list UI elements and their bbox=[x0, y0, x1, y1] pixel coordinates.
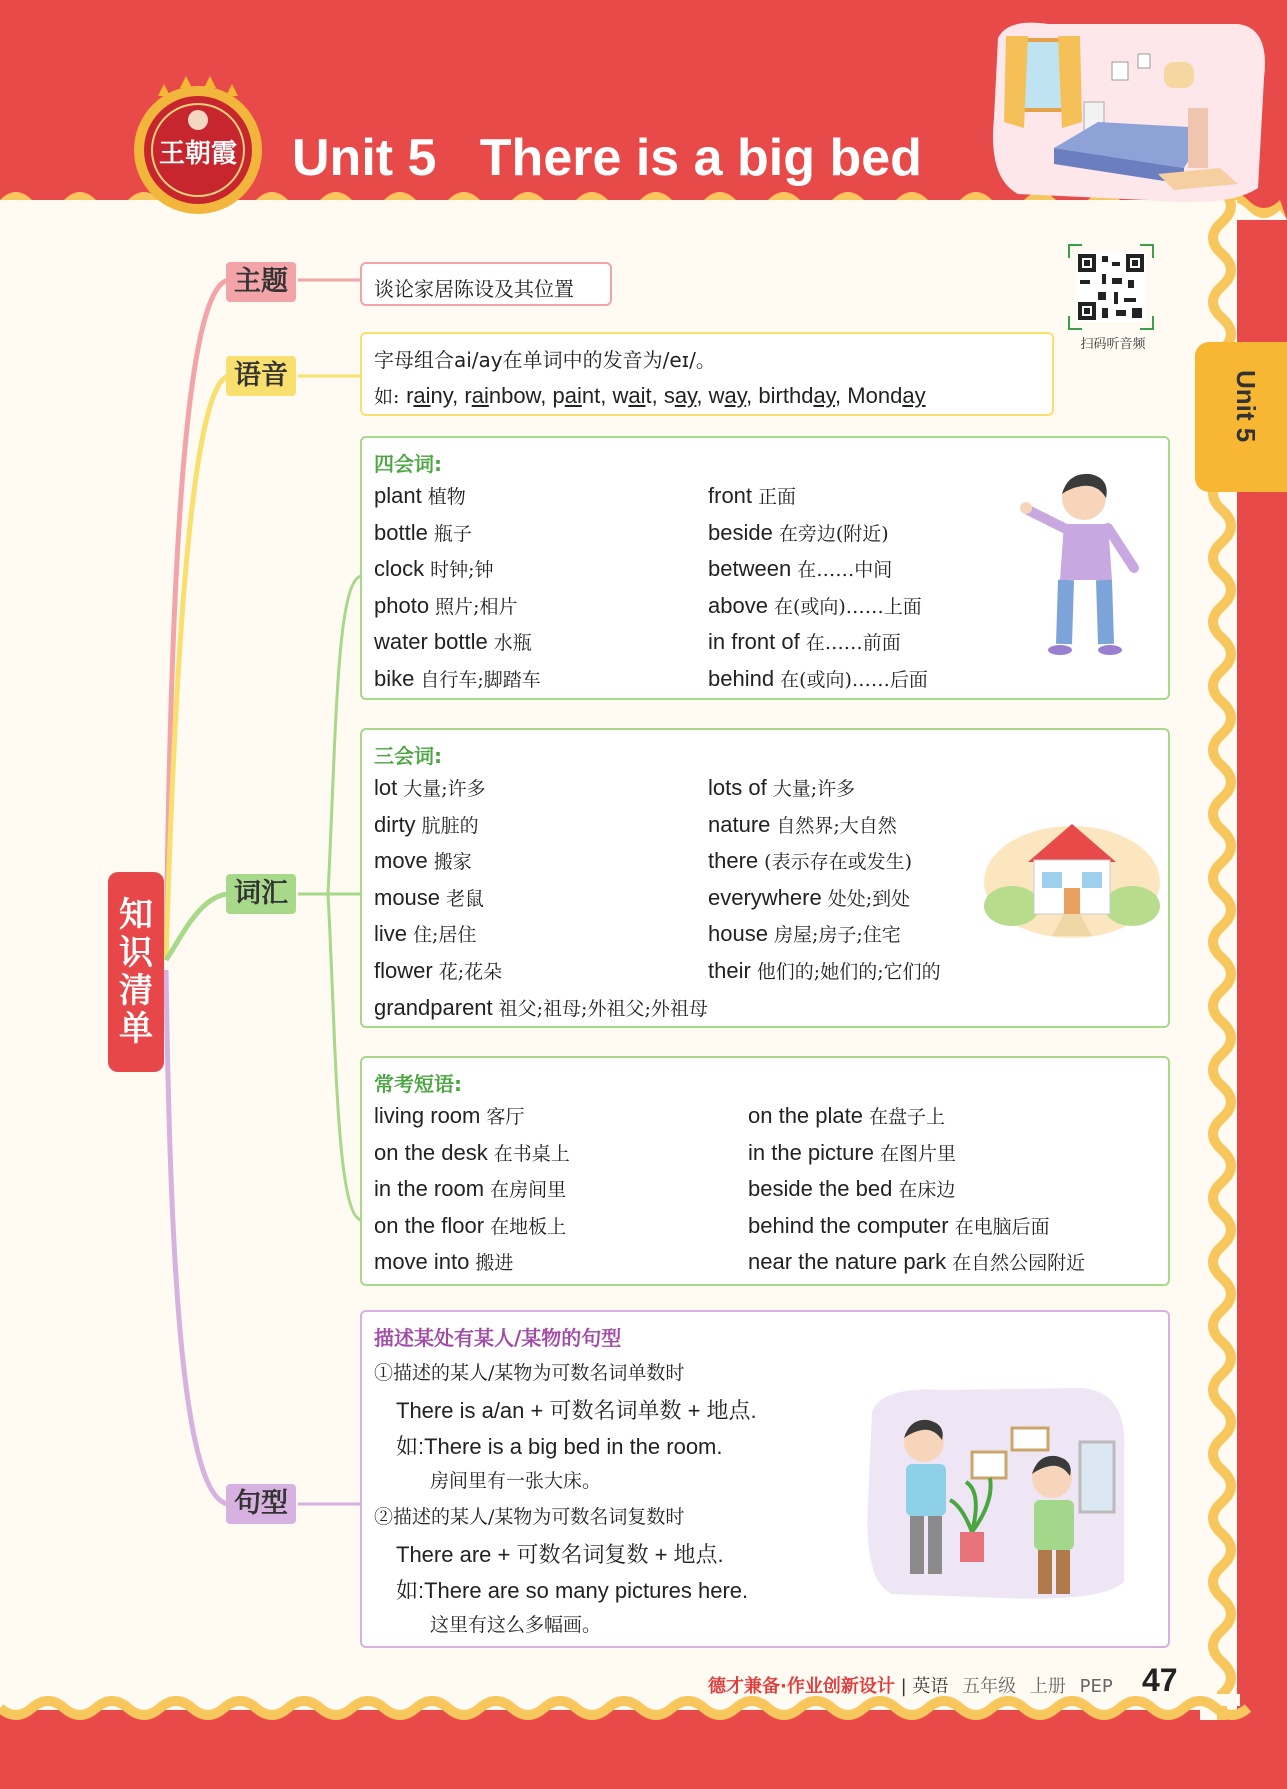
phonics-example-word bbox=[464, 383, 540, 408]
footer-grade: 五年级 bbox=[962, 1676, 1017, 1697]
phonics-box bbox=[360, 332, 1054, 416]
vocab-en: lots of bbox=[708, 775, 767, 800]
vocab-en: in the room bbox=[374, 1176, 485, 1201]
word-part: p bbox=[552, 383, 565, 408]
sentence-line: ①描述的某人/某物为可数名词单数时 bbox=[374, 1362, 685, 1384]
sentence-line: 房间里有一张大床。 bbox=[430, 1470, 602, 1492]
vocab-en: house bbox=[708, 921, 768, 946]
vocab-item bbox=[708, 555, 892, 582]
vocab-en: behind the computer bbox=[748, 1212, 949, 1238]
vocab-en: beside bbox=[708, 519, 773, 545]
root-char: 识 bbox=[119, 933, 153, 973]
word-part: ny bbox=[430, 383, 453, 408]
word-underlined-part: ay bbox=[902, 383, 926, 408]
vocab-zh: 在房间里 bbox=[490, 1179, 567, 1201]
wavy-border-bottom bbox=[0, 1694, 1287, 1730]
root-char: 单 bbox=[119, 1009, 153, 1049]
vocab-en: in the picture bbox=[748, 1139, 874, 1165]
vocab-en: water bottle bbox=[374, 629, 488, 654]
phrases-box bbox=[360, 1056, 1170, 1286]
vocab-item bbox=[708, 592, 922, 619]
vocab-en: near the nature park bbox=[748, 1249, 947, 1274]
vocab-en: between bbox=[708, 556, 792, 581]
vocab-item bbox=[748, 1139, 956, 1166]
unit-side-tab bbox=[1195, 342, 1287, 492]
vocab-zh: 客厅 bbox=[486, 1106, 525, 1128]
vocab-en: front bbox=[708, 483, 753, 508]
word-underlined-part: ai bbox=[413, 383, 431, 408]
vocab-item bbox=[708, 482, 796, 509]
vocab-item bbox=[748, 1175, 955, 1202]
vocab-zh: 在电脑后面 bbox=[954, 1215, 1050, 1238]
vocab-zh: 在(或向)……上面 bbox=[773, 595, 922, 618]
sentence-line: 这里有这么多幅画。 bbox=[430, 1614, 602, 1636]
vocab-item bbox=[708, 665, 928, 692]
page-title: Unit 5 There is a big bed bbox=[292, 129, 922, 187]
vocab-zh: 在自然公园附近 bbox=[952, 1252, 1086, 1274]
vocab-zh: 时钟;钟 bbox=[430, 559, 494, 581]
branch-theme-label: 主题 bbox=[226, 262, 296, 302]
vocab-item bbox=[374, 811, 479, 838]
footer-edition: PEP bbox=[1079, 1676, 1113, 1697]
vocab-item bbox=[708, 811, 897, 838]
vocab-item bbox=[374, 555, 494, 582]
word-part: nbow bbox=[488, 383, 541, 408]
vocab-en: mouse bbox=[374, 884, 441, 910]
vocab-zh: 在……中间 bbox=[797, 559, 893, 581]
word-underlined-part: ay bbox=[724, 383, 747, 408]
vocab-zh: 大量;许多 bbox=[772, 778, 856, 800]
qr-code-icon[interactable] bbox=[1068, 244, 1154, 330]
vocab-en: on the desk bbox=[374, 1139, 488, 1165]
vocab-item bbox=[374, 884, 484, 911]
knowledge-list-tag bbox=[108, 872, 164, 1072]
vocab-en: beside the bed bbox=[748, 1176, 893, 1201]
four-skill-words-box bbox=[360, 436, 1170, 700]
boys-pictures-illustration bbox=[862, 1382, 1132, 1604]
vocab-en: bottle bbox=[374, 519, 428, 545]
word-underlined-part: ai bbox=[564, 383, 582, 408]
vocab-zh: 房屋;房子;住宅 bbox=[773, 924, 901, 946]
vocab-zh: (表示存在或发生) bbox=[764, 851, 912, 873]
vocab-zh: 水瓶 bbox=[493, 632, 532, 654]
vocab-zh: 祖父;祖母;外祖父;外祖母 bbox=[498, 998, 708, 1020]
vocab-en: living room bbox=[374, 1103, 481, 1128]
vocab-zh: 他们的;她们的;它们的 bbox=[756, 960, 941, 983]
word-part: Mond bbox=[847, 383, 903, 408]
vocab-zh: 处处;到处 bbox=[827, 887, 911, 910]
branch-vocab-label: 词汇 bbox=[226, 874, 296, 914]
house-illustration bbox=[982, 810, 1162, 940]
vocab-item bbox=[374, 665, 541, 692]
vocab-item bbox=[374, 847, 472, 874]
word-underlined-part: ai bbox=[471, 383, 489, 408]
sentence-line: 如:There is a big bed in the room. bbox=[396, 1434, 723, 1459]
vocab-item bbox=[374, 1248, 513, 1275]
vocab-item bbox=[374, 957, 502, 984]
word-underlined-part: ai bbox=[628, 383, 646, 408]
word-underlined-part: ay bbox=[813, 383, 836, 408]
vocab-zh: 花;花朵 bbox=[438, 960, 503, 983]
logo-lettering: 王朝霞 bbox=[158, 139, 238, 169]
word-part: r bbox=[406, 383, 414, 408]
vocab-en: everywhere bbox=[708, 884, 822, 910]
vocab-en: on the floor bbox=[374, 1212, 485, 1238]
vocab-zh: 肮脏的 bbox=[421, 814, 479, 837]
branch-phonics-label: 语音 bbox=[226, 356, 296, 396]
vocab-zh: 老鼠 bbox=[446, 887, 485, 910]
footer: 德才兼备·作业创新设计 | 英语 五年级 上册 PEP bbox=[708, 1676, 1113, 1697]
vocab-zh: 在旁边(附近) bbox=[778, 522, 889, 545]
vocab-en: lot bbox=[374, 775, 398, 800]
phonics-example-word bbox=[709, 383, 747, 408]
vocab-en: there bbox=[708, 848, 759, 873]
vocab-item bbox=[748, 1248, 1085, 1275]
four-skill-heading: 四会词: bbox=[374, 452, 442, 476]
sentence-line: There is a/an + 可数名词单数 + 地点. bbox=[396, 1398, 757, 1423]
theme-box bbox=[360, 262, 612, 306]
vocab-item bbox=[374, 519, 472, 546]
footer-subject: 英语 bbox=[912, 1676, 949, 1697]
word-part: t bbox=[645, 383, 652, 408]
vocab-item bbox=[708, 957, 941, 984]
vocab-zh: 在(或向)……后面 bbox=[780, 668, 928, 691]
phonics-example-word bbox=[406, 383, 452, 408]
vocab-zh: 在床边 bbox=[898, 1179, 956, 1201]
qr-label: 扫码听音频 bbox=[1080, 337, 1146, 352]
sentence-line: There are + 可数名词复数 + 地点. bbox=[396, 1542, 724, 1567]
vocab-zh: 大量;许多 bbox=[403, 778, 486, 800]
vocab-en: grandparent bbox=[374, 995, 493, 1020]
vocab-item bbox=[748, 1102, 945, 1129]
page-number: 47 bbox=[1142, 1662, 1178, 1698]
word-part: s bbox=[663, 383, 675, 408]
phonics-example-word bbox=[612, 383, 651, 408]
vocab-en: on the plate bbox=[748, 1103, 863, 1128]
unit-side-tab-label: Unit 5 bbox=[1231, 370, 1261, 443]
vocab-en: behind bbox=[708, 665, 775, 691]
vocab-item bbox=[374, 1102, 524, 1129]
vocab-zh: 照片;相片 bbox=[435, 595, 518, 618]
phonics-example-word bbox=[758, 383, 835, 408]
vocab-en: dirty bbox=[374, 811, 416, 837]
vocab-item bbox=[748, 1212, 1050, 1239]
vocab-item bbox=[708, 628, 901, 655]
phonics-example-word bbox=[847, 383, 925, 408]
footer-term: 上册 bbox=[1029, 1676, 1066, 1697]
vocab-item bbox=[708, 920, 901, 947]
phrases-heading: 常考短语: bbox=[374, 1072, 462, 1096]
sentence-patterns-box bbox=[360, 1310, 1170, 1648]
word-part: birthd bbox=[758, 383, 814, 408]
vocab-item bbox=[374, 920, 476, 947]
vocab-zh: 在盘子上 bbox=[868, 1106, 945, 1128]
vocab-zh: 在图片里 bbox=[879, 1142, 956, 1165]
vocab-zh: 瓶子 bbox=[433, 522, 472, 545]
word-part: nt bbox=[581, 383, 601, 408]
vocab-zh: 住;居住 bbox=[413, 924, 477, 946]
footer-series: 德才兼备·作业创新设计 bbox=[708, 1676, 895, 1697]
example-prefix: 如: bbox=[374, 386, 400, 408]
vocab-en: in front of bbox=[708, 629, 800, 654]
vocab-en: flower bbox=[374, 957, 433, 983]
bedroom-illustration bbox=[988, 18, 1270, 206]
boy-pointing-illustration bbox=[1018, 468, 1154, 658]
phonics-examples: 如: rainy, rainbow, paint, wait, say, way, birthday, Monday bbox=[374, 383, 926, 408]
vocab-en: live bbox=[374, 921, 408, 946]
vocab-zh: 在书桌上 bbox=[493, 1142, 570, 1165]
sentence-line: ②描述的某人/某物为可数名词复数时 bbox=[374, 1506, 685, 1528]
vocab-item bbox=[374, 1212, 566, 1239]
vocab-en: photo bbox=[374, 592, 430, 618]
vocab-item bbox=[708, 884, 910, 911]
phonics-rule: 字母组合ai/ay在单词中的发音为/eɪ/。 bbox=[374, 348, 716, 372]
word-part: r bbox=[464, 383, 472, 408]
vocab-zh: 搬家 bbox=[433, 851, 472, 873]
vocab-en: above bbox=[708, 592, 768, 618]
vocab-en: move bbox=[374, 848, 428, 873]
word-underlined-part: ay bbox=[674, 383, 697, 408]
vocab-item bbox=[374, 482, 466, 509]
three-skill-heading: 三会词: bbox=[374, 744, 442, 768]
vocab-zh: 自行车;脚踏车 bbox=[420, 668, 541, 691]
root-char: 知 bbox=[119, 895, 153, 935]
vocab-item bbox=[708, 847, 912, 874]
word-part: w bbox=[708, 383, 725, 408]
vocab-item bbox=[374, 592, 517, 619]
branch-sentence-label: 句型 bbox=[226, 1484, 296, 1524]
vocab-zh: 在……前面 bbox=[805, 632, 901, 654]
sentence-line: 如:There are so many pictures here. bbox=[396, 1578, 749, 1603]
theme-text: 谈论家居陈设及其位置 bbox=[374, 277, 574, 301]
vocab-en: plant bbox=[374, 483, 422, 508]
vocab-item bbox=[708, 774, 855, 801]
vocab-en: move into bbox=[374, 1249, 470, 1274]
vocab-zh: 自然界;大自然 bbox=[776, 814, 897, 837]
vocab-zh: 搬进 bbox=[475, 1252, 514, 1274]
sentence-heading: 描述某处有某人/某物的句型 bbox=[374, 1326, 622, 1350]
word-part: w bbox=[612, 383, 629, 408]
three-skill-words-box bbox=[360, 728, 1170, 1028]
vocab-item bbox=[374, 774, 486, 801]
vocab-item bbox=[374, 628, 532, 655]
phonics-example-word bbox=[552, 383, 600, 408]
vocab-en: nature bbox=[708, 811, 771, 837]
vocab-zh: 正面 bbox=[758, 486, 797, 508]
vocab-item bbox=[374, 994, 708, 1021]
vocab-item bbox=[374, 1139, 570, 1166]
vocab-item bbox=[708, 519, 889, 546]
root-char: 清 bbox=[119, 971, 153, 1011]
vocab-en: their bbox=[708, 957, 751, 983]
vocab-zh: 植物 bbox=[427, 486, 466, 508]
phonics-example-word bbox=[664, 383, 697, 408]
brand-logo bbox=[128, 76, 268, 216]
vocab-zh: 在地板上 bbox=[490, 1215, 567, 1238]
vocab-en: bike bbox=[374, 665, 415, 691]
vocab-en: clock bbox=[374, 556, 425, 581]
vocab-item bbox=[374, 1175, 566, 1202]
